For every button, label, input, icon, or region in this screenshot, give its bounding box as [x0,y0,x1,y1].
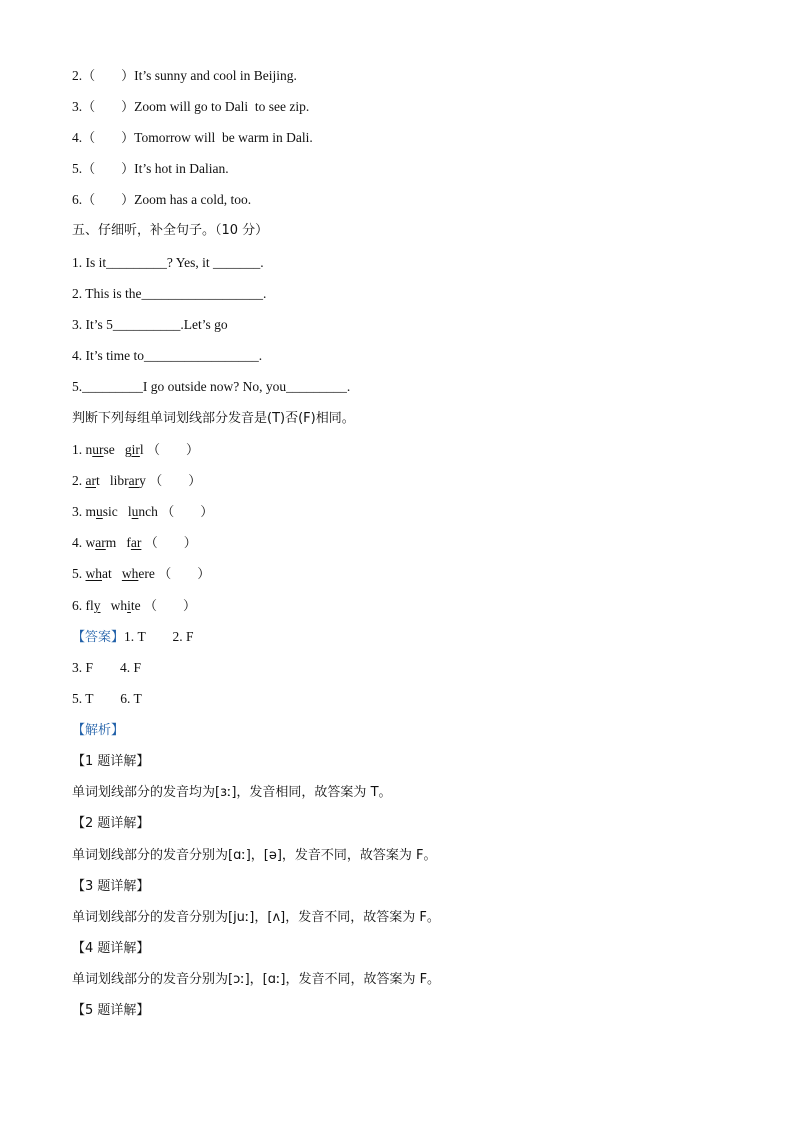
listening-item: 4.（ ）Tomorrow will be warm in Dali. [72,130,313,146]
word-2: white [110,598,141,613]
phonics-title: 判断下列每组单词划线部分发音是(T)否(F)相同。 [72,411,355,426]
answer-blank[interactable]: （ ） [161,505,214,520]
detail-text: 单词划线部分的发音分别为[ɑː]，[ə]，发音不同，故答案为 F。 [72,848,437,863]
fill-sentence: 2. This is the__________________. [72,286,267,301]
phonics-item: 1. nurse girl （ ） [72,442,200,458]
fill-sentence: 4. It’s time to_________________. [72,348,263,363]
detail-heading: 【1 题详解】 [72,754,150,769]
fill-sentence: 1. Is it_________? Yes, it _______. [72,255,264,270]
answer-blank[interactable]: （ ） [82,100,135,115]
word-2: far [126,535,142,550]
word-1: what [85,566,112,581]
word-1: nurse [85,442,115,457]
answer-blank[interactable]: （ ） [82,131,135,146]
detail-heading: 【3 题详解】 [72,879,150,894]
answer-blank[interactable]: （ ） [158,567,211,582]
word-2: where [121,566,155,581]
phonics-item: 5. what where （ ） [72,566,211,582]
answer-row: 5. T 6. T [72,691,142,706]
listening-item: 6.（ ）Zoom has a cold, too. [72,192,252,208]
word-2: lunch [127,504,158,519]
phonics-item: 3. music lunch （ ） [72,504,214,520]
detail-heading: 【2 题详解】 [72,816,150,831]
word-1: fly [85,598,101,613]
answer-blank[interactable]: （ ） [82,193,135,208]
answer-blank[interactable]: （ ） [144,599,197,614]
word-1: music [85,504,118,519]
fill-sentence: 5._________I go outside now? No, you_________. [72,379,351,394]
answer-blank[interactable]: （ ） [82,69,135,84]
listening-item: 3.（ ）Zoom will go to Dali to see zip. [72,99,310,115]
answer-label: 【答案】 [72,630,125,645]
detail-text: 单词划线部分的发音均为[ɜː]，发音相同，故答案为 T。 [72,785,392,800]
word-2: girl [124,442,144,457]
detail-text: 单词划线部分的发音分别为[ɔː]，[ɑː]，发音不同，故答案为 F。 [72,972,441,987]
analysis-label: 【解析】 [72,723,125,738]
section-title: 五、仔细听，补全句子。（10 分） [72,223,269,238]
detail-text: 单词划线部分的发音分别为[juː]，[ʌ]，发音不同，故答案为 F。 [72,910,440,925]
answer-row: 【答案】1. T 2. F [72,629,194,645]
answer-row: 3. F 4. F [72,660,142,675]
word-2: library [109,473,146,488]
phonics-item: 6. fly white （ ） [72,598,197,614]
answer-blank[interactable]: （ ） [144,536,197,551]
answer-blank[interactable]: （ ） [82,162,135,177]
detail-heading: 【5 题详解】 [72,1003,150,1018]
phonics-item: 4. warm far （ ） [72,535,197,551]
word-1: warm [85,535,117,550]
phonics-item: 2. art library （ ） [72,473,202,489]
word-1: art [85,473,100,488]
listening-item: 2.（ ）It’s sunny and cool in Beijing. [72,68,297,84]
listening-item: 5.（ ）It’s hot in Dalian. [72,161,229,177]
detail-heading: 【4 题详解】 [72,941,150,956]
fill-sentence: 3. It’s 5__________.Let’s go [72,317,228,332]
answer-blank[interactable]: （ ） [149,474,202,489]
answer-blank[interactable]: （ ） [147,443,200,458]
